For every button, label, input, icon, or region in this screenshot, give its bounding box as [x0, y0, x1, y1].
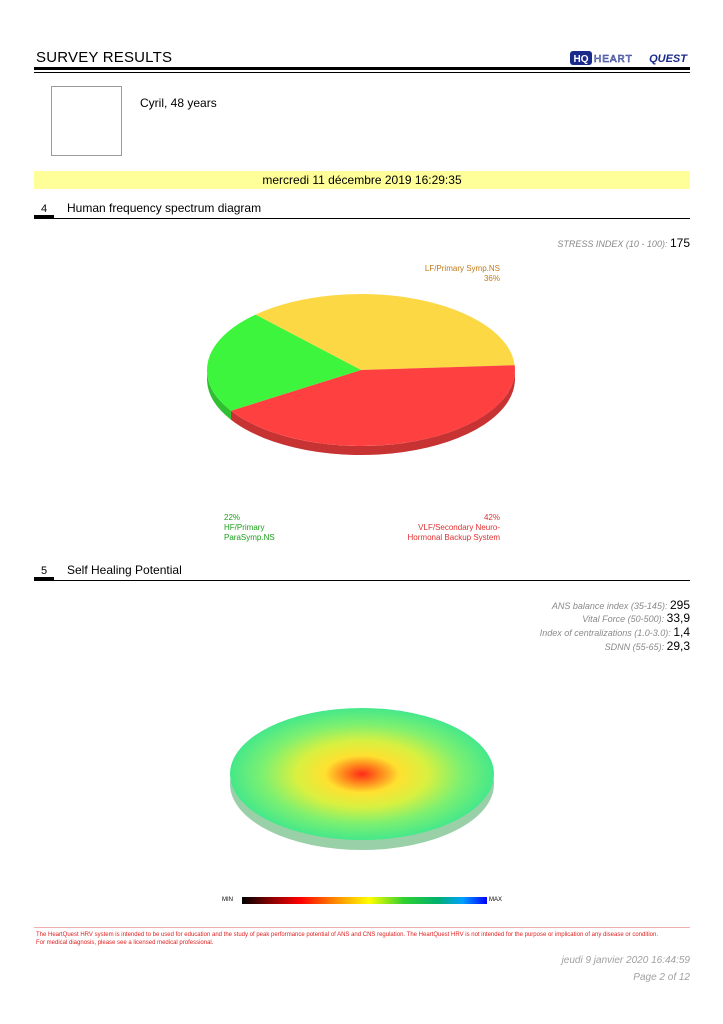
vital-force-label: Vital Force (50-500): [582, 614, 665, 624]
centralization-metric [540, 625, 690, 639]
sdnn-metric [605, 639, 690, 653]
page-number: Page 2 of 12 [633, 972, 690, 983]
logo-heart-text: HEART [594, 54, 633, 65]
disclaimer-text: The HeartQuest HRV system is intended to be used for education and the study of peak performance potential of ANS and CNS regulation. The HeartQuest HRV is not intended for the purpose or implication of any disease or condition. [36, 932, 659, 938]
vlf-label-percent: 42% [483, 513, 500, 522]
lf-label-percent: 36% [483, 274, 500, 283]
legend-max-label: MAX [489, 897, 503, 903]
legend-min-label: MIN [222, 897, 233, 903]
section-5-number: 5 [41, 565, 48, 577]
ans-balance-metric [552, 598, 690, 612]
hf-label [224, 513, 344, 543]
patient-photo-placeholder [51, 86, 122, 156]
section-4-number: 4 [41, 203, 48, 215]
hf-label-name-2: ParaSymp.NS [224, 533, 275, 542]
pie-top [207, 294, 515, 446]
hf-label-percent: 22% [224, 513, 241, 522]
stress-index [557, 236, 690, 250]
disc-top [230, 708, 494, 840]
disclaimer-medical: For medical diagnosis, please see a licensed medical professional. [36, 940, 214, 946]
vlf-label [340, 513, 500, 543]
vital-force-metric [582, 611, 690, 625]
vlf-label-name-2: Hormonal Backup System [407, 533, 500, 542]
hf-label-name-1: HF/Primary [224, 523, 265, 532]
logo-quest-text: QUEST [649, 53, 687, 65]
sdnn-value: 29,3 [666, 639, 690, 653]
logo-hq-text: HQ [573, 54, 589, 65]
disclaimer [36, 931, 688, 947]
ans-balance-value: 295 [669, 598, 690, 612]
section-4-title: Human frequency spectrum diagram [67, 201, 262, 215]
frequency-pie-chart [190, 280, 530, 480]
section-5-title: Self Healing Potential [67, 563, 182, 577]
vital-force-value: 33,9 [666, 611, 690, 625]
centralization-value: 1,4 [673, 625, 690, 639]
self-healing-disc [220, 700, 510, 860]
section-4-rule [34, 218, 690, 219]
patient-name-age: Cyril, 48 years [140, 96, 217, 110]
header-rule-thin [34, 72, 690, 73]
stress-index-value: 175 [669, 236, 690, 250]
footer-rule [34, 927, 690, 928]
stress-index-label: STRESS INDEX (10 - 100): [557, 239, 668, 249]
legend-gradient-bar [242, 897, 487, 904]
ans-balance-label: ANS balance index (35-145): [551, 601, 668, 611]
print-date: jeudi 9 janvier 2020 16:44:59 [561, 955, 690, 966]
page-title: SURVEY RESULTS [36, 49, 173, 66]
heartquest-logo [570, 50, 688, 66]
section-5-rule [34, 580, 690, 581]
centralization-label: Index of centralizations (1.0-3.0): [539, 628, 671, 638]
lf-label-name: LF/Primary Symp.NS [424, 264, 500, 273]
sdnn-label: SDNN (55-65): [604, 642, 665, 652]
vlf-label-name-1: VLF/Secondary Neuro- [418, 523, 500, 532]
header-rule-thick [34, 67, 690, 70]
survey-date-band: mercredi 11 décembre 2019 16:29:35 [34, 171, 690, 189]
